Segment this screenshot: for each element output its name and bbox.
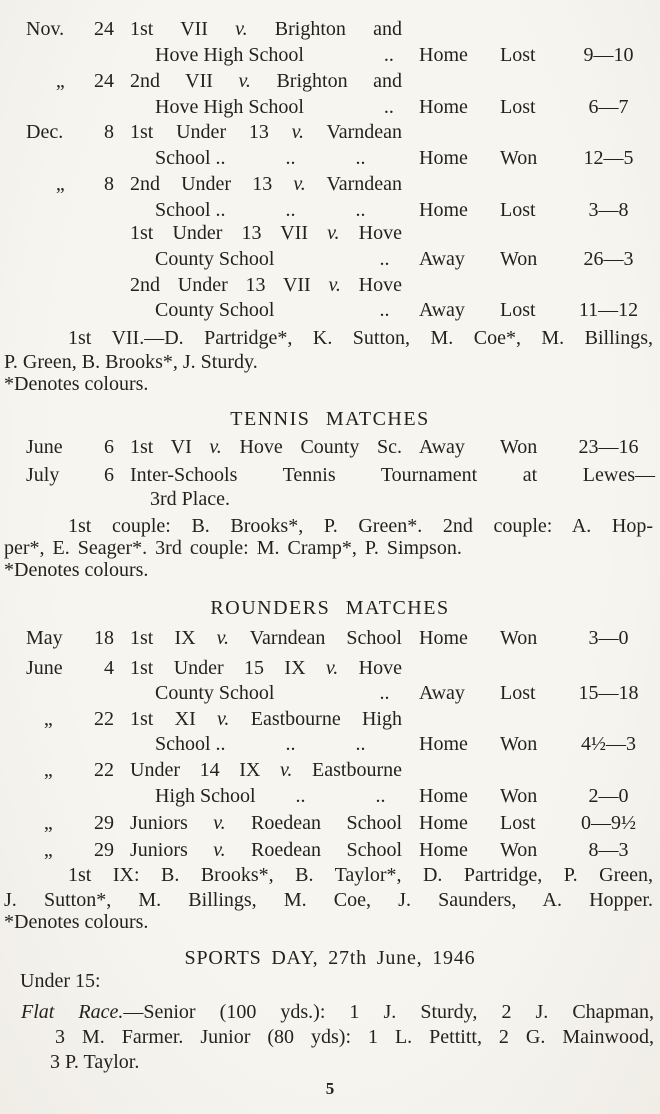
match-description-continuation: Hove High School ..: [155, 44, 394, 66]
result-cell: Lost: [500, 96, 536, 118]
venue-cell: Away: [419, 299, 465, 321]
match-date-month: Dec.: [26, 121, 64, 143]
age-group-label: Under 15:: [20, 970, 101, 992]
table-row: [0, 297, 660, 323]
match-date-month: June: [26, 436, 63, 458]
score-cell: 0—9½: [581, 812, 636, 834]
ditto-mark: ,,: [44, 708, 52, 730]
result-cell: Lost: [500, 682, 536, 704]
table-row: [0, 757, 660, 783]
table-row: [0, 220, 660, 246]
result-cell: Won: [500, 627, 538, 649]
score-cell: 6—7: [588, 96, 629, 118]
score-cell: 26—3: [583, 248, 634, 270]
table-row: [0, 94, 660, 120]
match-description-continuation: School .. .. ..: [155, 199, 366, 221]
match-description: 1st IX v. Varndean School: [130, 627, 402, 649]
score-cell: 3—8: [588, 199, 629, 221]
score-cell: 9—10: [583, 44, 634, 66]
score-cell: 4½—3: [581, 733, 636, 755]
match-date-day: 29: [94, 839, 114, 861]
ditto-mark: ,,: [56, 173, 64, 195]
ditto-mark: ,,: [44, 759, 52, 781]
venue-cell: Home: [419, 147, 468, 169]
result-cell: Won: [500, 248, 538, 270]
table-row: [0, 810, 660, 836]
venue-cell: Home: [419, 96, 468, 118]
match-description: 2nd Under 13 VII v. Hove: [130, 274, 402, 296]
match-date-month: Nov.: [26, 18, 65, 40]
match-description: 1st Under 13 VII v. Hove: [130, 222, 402, 244]
table-row: [0, 625, 660, 651]
table-row: [0, 246, 660, 272]
match-date-day: 6: [104, 464, 114, 486]
match-description-continuation: County School ..: [155, 682, 390, 704]
section-heading: TENNIS MATCHES: [230, 408, 430, 430]
table-row: [0, 655, 660, 681]
team-list-line: P. Green, B. Brooks*, J. Sturdy.: [4, 351, 258, 373]
match-description: Inter-Schools Tennis Tournament at Lewes—: [130, 464, 655, 486]
table-row: [0, 486, 660, 512]
table-row: [0, 68, 660, 94]
venue-cell: Home: [419, 44, 468, 66]
venue-cell: Home: [419, 627, 468, 649]
match-date-day: 22: [94, 708, 114, 730]
score-cell: 8—3: [588, 839, 629, 861]
venue-cell: Home: [419, 733, 468, 755]
result-cell: Won: [500, 839, 538, 861]
match-date-month: May: [26, 627, 63, 649]
ditto-mark: ,,: [44, 839, 52, 861]
match-description-continuation: 3rd Place.: [150, 488, 230, 510]
event-name-label: Flat Race.: [21, 1001, 124, 1023]
match-date-day: 8: [104, 121, 114, 143]
venue-cell: Home: [419, 199, 468, 221]
table-row: [0, 731, 660, 757]
score-cell: 23—16: [578, 436, 639, 458]
match-description: 1st VII v. Brighton and: [130, 18, 402, 40]
colours-note: *Denotes colours.: [4, 559, 149, 581]
match-date-day: 24: [94, 18, 114, 40]
match-description-continuation: County School ..: [155, 248, 390, 270]
page-number: 5: [325, 1079, 335, 1098]
match-description-continuation: School .. .. ..: [155, 147, 366, 169]
match-date-day: 8: [104, 173, 114, 195]
table-row: [0, 16, 660, 42]
team-list-line: 1st couple: B. Brooks*, P. Green*. 2nd couple: A. Hop-: [68, 515, 653, 537]
match-description: 1st XI v. Eastbourne High: [130, 708, 402, 730]
venue-cell: Home: [419, 839, 468, 861]
match-description: 1st VI v. Hove County Sc.: [130, 436, 402, 458]
match-date-day: 22: [94, 759, 114, 781]
match-description: 1st Under 15 IX v. Hove: [130, 657, 402, 679]
match-date-day: 4: [104, 657, 114, 679]
match-description-continuation: County School ..: [155, 299, 390, 321]
match-description: Under 14 IX v. Eastbourne: [130, 759, 402, 781]
match-description-continuation: High School .. ..: [155, 785, 386, 807]
event-result-line: 3 M. Farmer. Junior (80 yds): 1 L. Pettitt, 2 G. Mainwood,: [55, 1026, 654, 1048]
match-description-continuation: Hove High School ..: [155, 96, 394, 118]
table-row: [0, 783, 660, 809]
section-heading: SPORTS DAY, 27th June, 1946: [184, 947, 476, 969]
table-row: [0, 119, 660, 145]
match-date-day: 29: [94, 812, 114, 834]
team-list-line: J. Sutton*, M. Billings, M. Coe, J. Saunders, A. Hopper.: [4, 889, 653, 911]
result-cell: Won: [500, 147, 538, 169]
table-row: [0, 434, 660, 460]
colours-note: *Denotes colours.: [4, 911, 149, 933]
score-cell: 15—18: [578, 682, 639, 704]
match-date-month: June: [26, 657, 63, 679]
venue-cell: Away: [419, 682, 465, 704]
table-row: [0, 145, 660, 171]
result-cell: Lost: [500, 44, 536, 66]
ditto-mark: ,,: [44, 812, 52, 834]
match-description: 2nd Under 13 v. Varndean: [130, 173, 403, 195]
table-row: [0, 171, 660, 197]
colours-note: *Denotes colours.: [4, 373, 149, 395]
result-cell: Lost: [500, 199, 536, 221]
section-heading: ROUNDERS MATCHES: [210, 597, 450, 619]
event-result-text: —Senior (100 yds.): 1 J. Sturdy, 2 J. Chapman,: [123, 1001, 654, 1023]
score-cell: 12—5: [583, 147, 634, 169]
match-date-day: 24: [94, 70, 114, 92]
venue-cell: Home: [419, 785, 468, 807]
match-description: 2nd VII v. Brighton and: [130, 70, 402, 92]
match-date-day: 18: [94, 627, 114, 649]
venue-cell: Home: [419, 812, 468, 834]
team-list-line: 1st IX: B. Brooks*, B. Taylor*, D. Partridge, P. Green,: [68, 864, 653, 886]
table-row: [0, 680, 660, 706]
table-row: [0, 706, 660, 732]
result-cell: Lost: [500, 812, 536, 834]
table-row: [0, 837, 660, 863]
result-cell: Lost: [500, 299, 536, 321]
match-description: Juniors v. Roedean School: [130, 839, 402, 861]
venue-cell: Away: [419, 248, 465, 270]
table-row: [0, 272, 660, 298]
event-result-line: 3 P. Taylor.: [50, 1051, 140, 1073]
age-group-subheading: [0, 968, 660, 994]
score-cell: 11—12: [578, 299, 639, 321]
table-row: [0, 462, 660, 488]
venue-cell: Away: [419, 436, 465, 458]
result-cell: Won: [500, 785, 538, 807]
match-description: 1st Under 13 v. Varndean: [130, 121, 402, 143]
team-list-line: per*, E. Seager*. 3rd couple: M. Cramp*, P. Simpson.: [4, 537, 462, 559]
score-cell: 3—0: [588, 627, 629, 649]
score-cell: 2—0: [588, 785, 629, 807]
match-date-day: 6: [104, 436, 114, 458]
event-result-line: [21, 999, 654, 1025]
ditto-mark: ,,: [56, 70, 64, 92]
table-row: [0, 42, 660, 68]
match-description: Juniors v. Roedean School: [130, 812, 402, 834]
result-cell: Won: [500, 733, 538, 755]
match-description-continuation: School .. .. ..: [155, 733, 366, 755]
match-date-month: July: [26, 464, 60, 486]
team-list-line: 1st VII.—D. Partridge*, K. Sutton, M. Coe*, M. Billings,: [68, 327, 653, 349]
result-cell: Won: [500, 436, 538, 458]
